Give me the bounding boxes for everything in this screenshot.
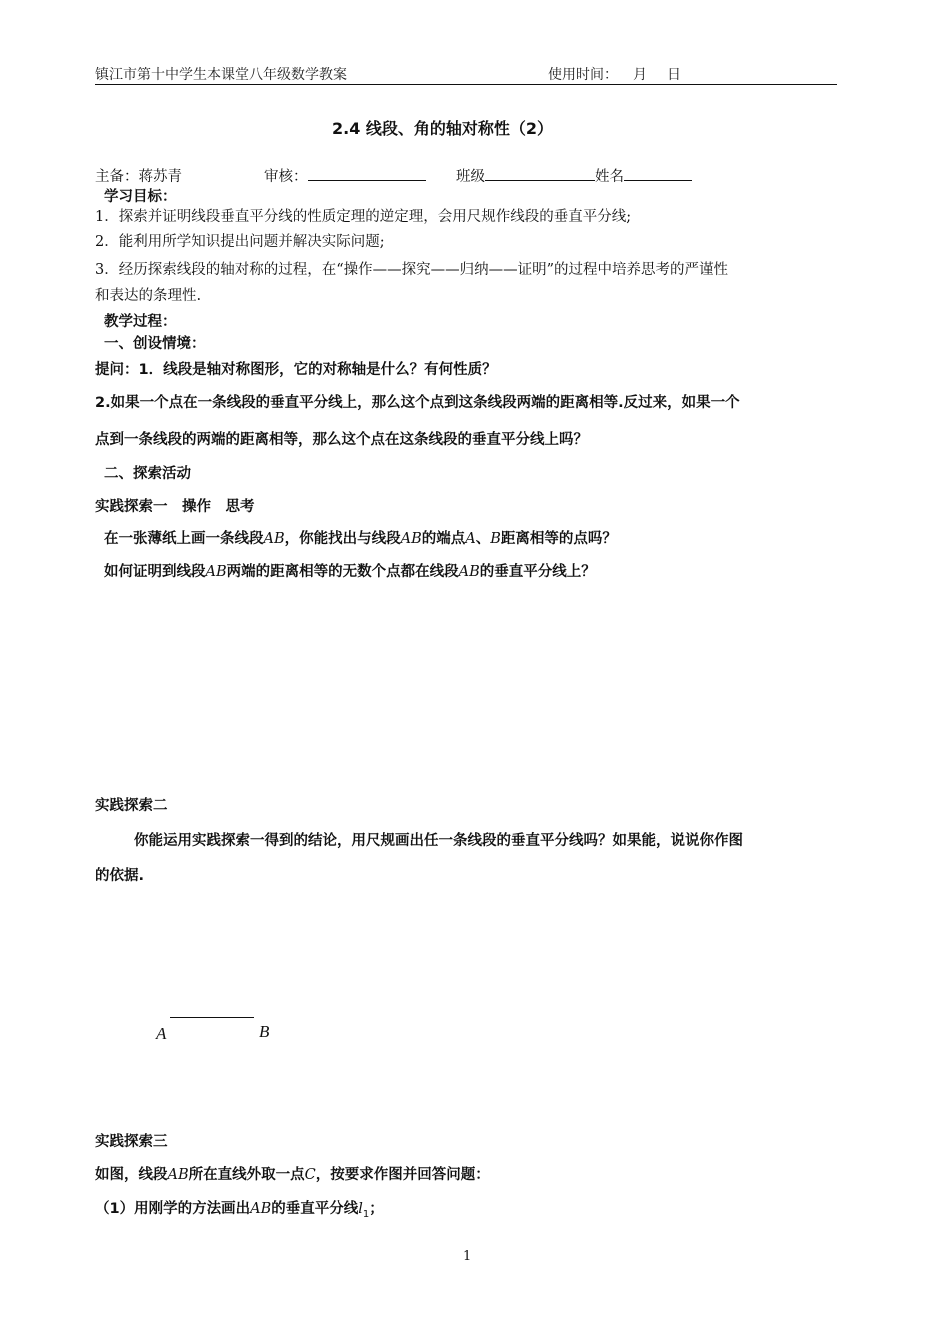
meta-reviewer-label: 审核： (264, 169, 308, 185)
header-school: 镇江市第十中学生本课堂八年级数学教案 (95, 67, 347, 83)
ex1-l1-text-3: 的端点 (421, 531, 466, 547)
header-month: 月 (633, 67, 647, 83)
section2-heading: 二、探索活动 (104, 466, 191, 482)
segment-ab-label: AB (167, 1167, 189, 1183)
point-a-label: A (465, 531, 476, 547)
segment-ab-label: AB (250, 1201, 272, 1217)
ex1-l2-text-2: 两端的距离相等的无数个点都在线段 (226, 564, 459, 580)
objective-item-1: 1．探索并证明线段垂直平分线的性质定理的逆定理，会用尺规作线段的垂直平分线; (95, 209, 632, 225)
objective-item-3-cont: 和表达的条理性. (95, 288, 202, 304)
exploration-2-line-2: 的依据. (95, 868, 145, 884)
point-c-label: C (304, 1167, 316, 1183)
section1-heading: 一、创设情境： (104, 336, 206, 352)
question-1: 提问：1．线段是轴对称图形，它的对称轴是什么？有何性质？ (95, 362, 497, 378)
ex1-l1-text-5: 距离相等的点吗？ (500, 531, 617, 547)
exploration-1-line-1 (104, 527, 617, 548)
meta-name-label: 姓名 (595, 169, 624, 185)
question-2b: 点到一条线段的两端的距离相等，那么这个点在这条线段的垂直平分线上吗？ (95, 432, 588, 448)
meta-class-label: 班级 (456, 169, 485, 185)
ex1-l1-text-2: ，你能找出与线段 (284, 531, 401, 547)
ex3-l2-text-2: 的垂直平分线 (271, 1201, 359, 1217)
meta-author: 主备：蒋苏青 (95, 169, 182, 185)
exploration-3-title: 实践探索三 (95, 1134, 168, 1150)
objectives-heading: 学习目标： (104, 189, 177, 205)
segment-ab-label: AB (205, 564, 227, 580)
ex1-l1-text-4: 、 (475, 531, 491, 547)
page-title: 2.4 线段、角的轴对称性（2） (332, 119, 554, 138)
ex3-l1-text-1: 如图，线段 (95, 1167, 168, 1183)
segment-ab-label: AB (400, 531, 422, 547)
header-rule (95, 84, 837, 85)
exploration-1-line-2 (104, 560, 596, 581)
exploration-3-line-1 (95, 1163, 490, 1184)
objective-item-3: 3．经历探索线段的轴对称的过程，在“操作——探究——归纳——证明”的过程中培养思考的严谨性 (95, 262, 729, 278)
header-time-label: 使用时间： (548, 67, 618, 83)
point-b-label: B (490, 531, 501, 547)
page-number: 1 (463, 1249, 472, 1264)
segment-ab-label: AB (458, 564, 480, 580)
class-blank (485, 166, 595, 181)
ex3-l1-text-3: ，按要求作图并回答问题： (315, 1167, 490, 1183)
exploration-2-line-1: 你能运用实践探索一得到的结论，用尺规画出任一条线段的垂直平分线吗？如果能，说说你作图 (134, 833, 743, 849)
segment-ab-label: AB (263, 531, 285, 547)
exploration-1-title: 实践探索一 操作 思考 (95, 499, 255, 515)
process-heading: 教学过程： (104, 314, 177, 330)
meta-reviewer (264, 165, 426, 186)
ex1-l1-text-1: 在一张薄纸上画一条线段 (104, 531, 264, 547)
name-blank (624, 166, 692, 181)
objective-item-2: 2．能利用所学知识提出问题并解决实际问题; (95, 234, 385, 250)
reviewer-blank (308, 166, 426, 181)
ex1-l2-text-3: 的垂直平分线上？ (479, 564, 596, 580)
ex3-l1-text-2: 所在直线外取一点 (188, 1167, 305, 1183)
figure-point-b: B (259, 1022, 270, 1041)
header-day: 日 (667, 67, 681, 83)
segment-ab-figure (170, 1017, 254, 1018)
line-l-label: l (358, 1201, 363, 1217)
figure-point-a: A (156, 1024, 167, 1043)
ex3-l2-text-3: ； (369, 1201, 384, 1217)
line-l-subscript: 1 (362, 1208, 370, 1220)
ex1-l2-text-1: 如何证明到线段 (104, 564, 206, 580)
meta-class (456, 165, 692, 186)
question-2a: 2.如果一个点在一条线段的垂直平分线上，那么这个点到这条线段两端的距离相等.反过来，如果一个 (95, 395, 740, 411)
exploration-3-line-2 (95, 1197, 384, 1220)
exploration-2-title: 实践探索二 (95, 798, 168, 814)
ex3-l2-text-1: （1）用刚学的方法画出 (95, 1201, 251, 1217)
